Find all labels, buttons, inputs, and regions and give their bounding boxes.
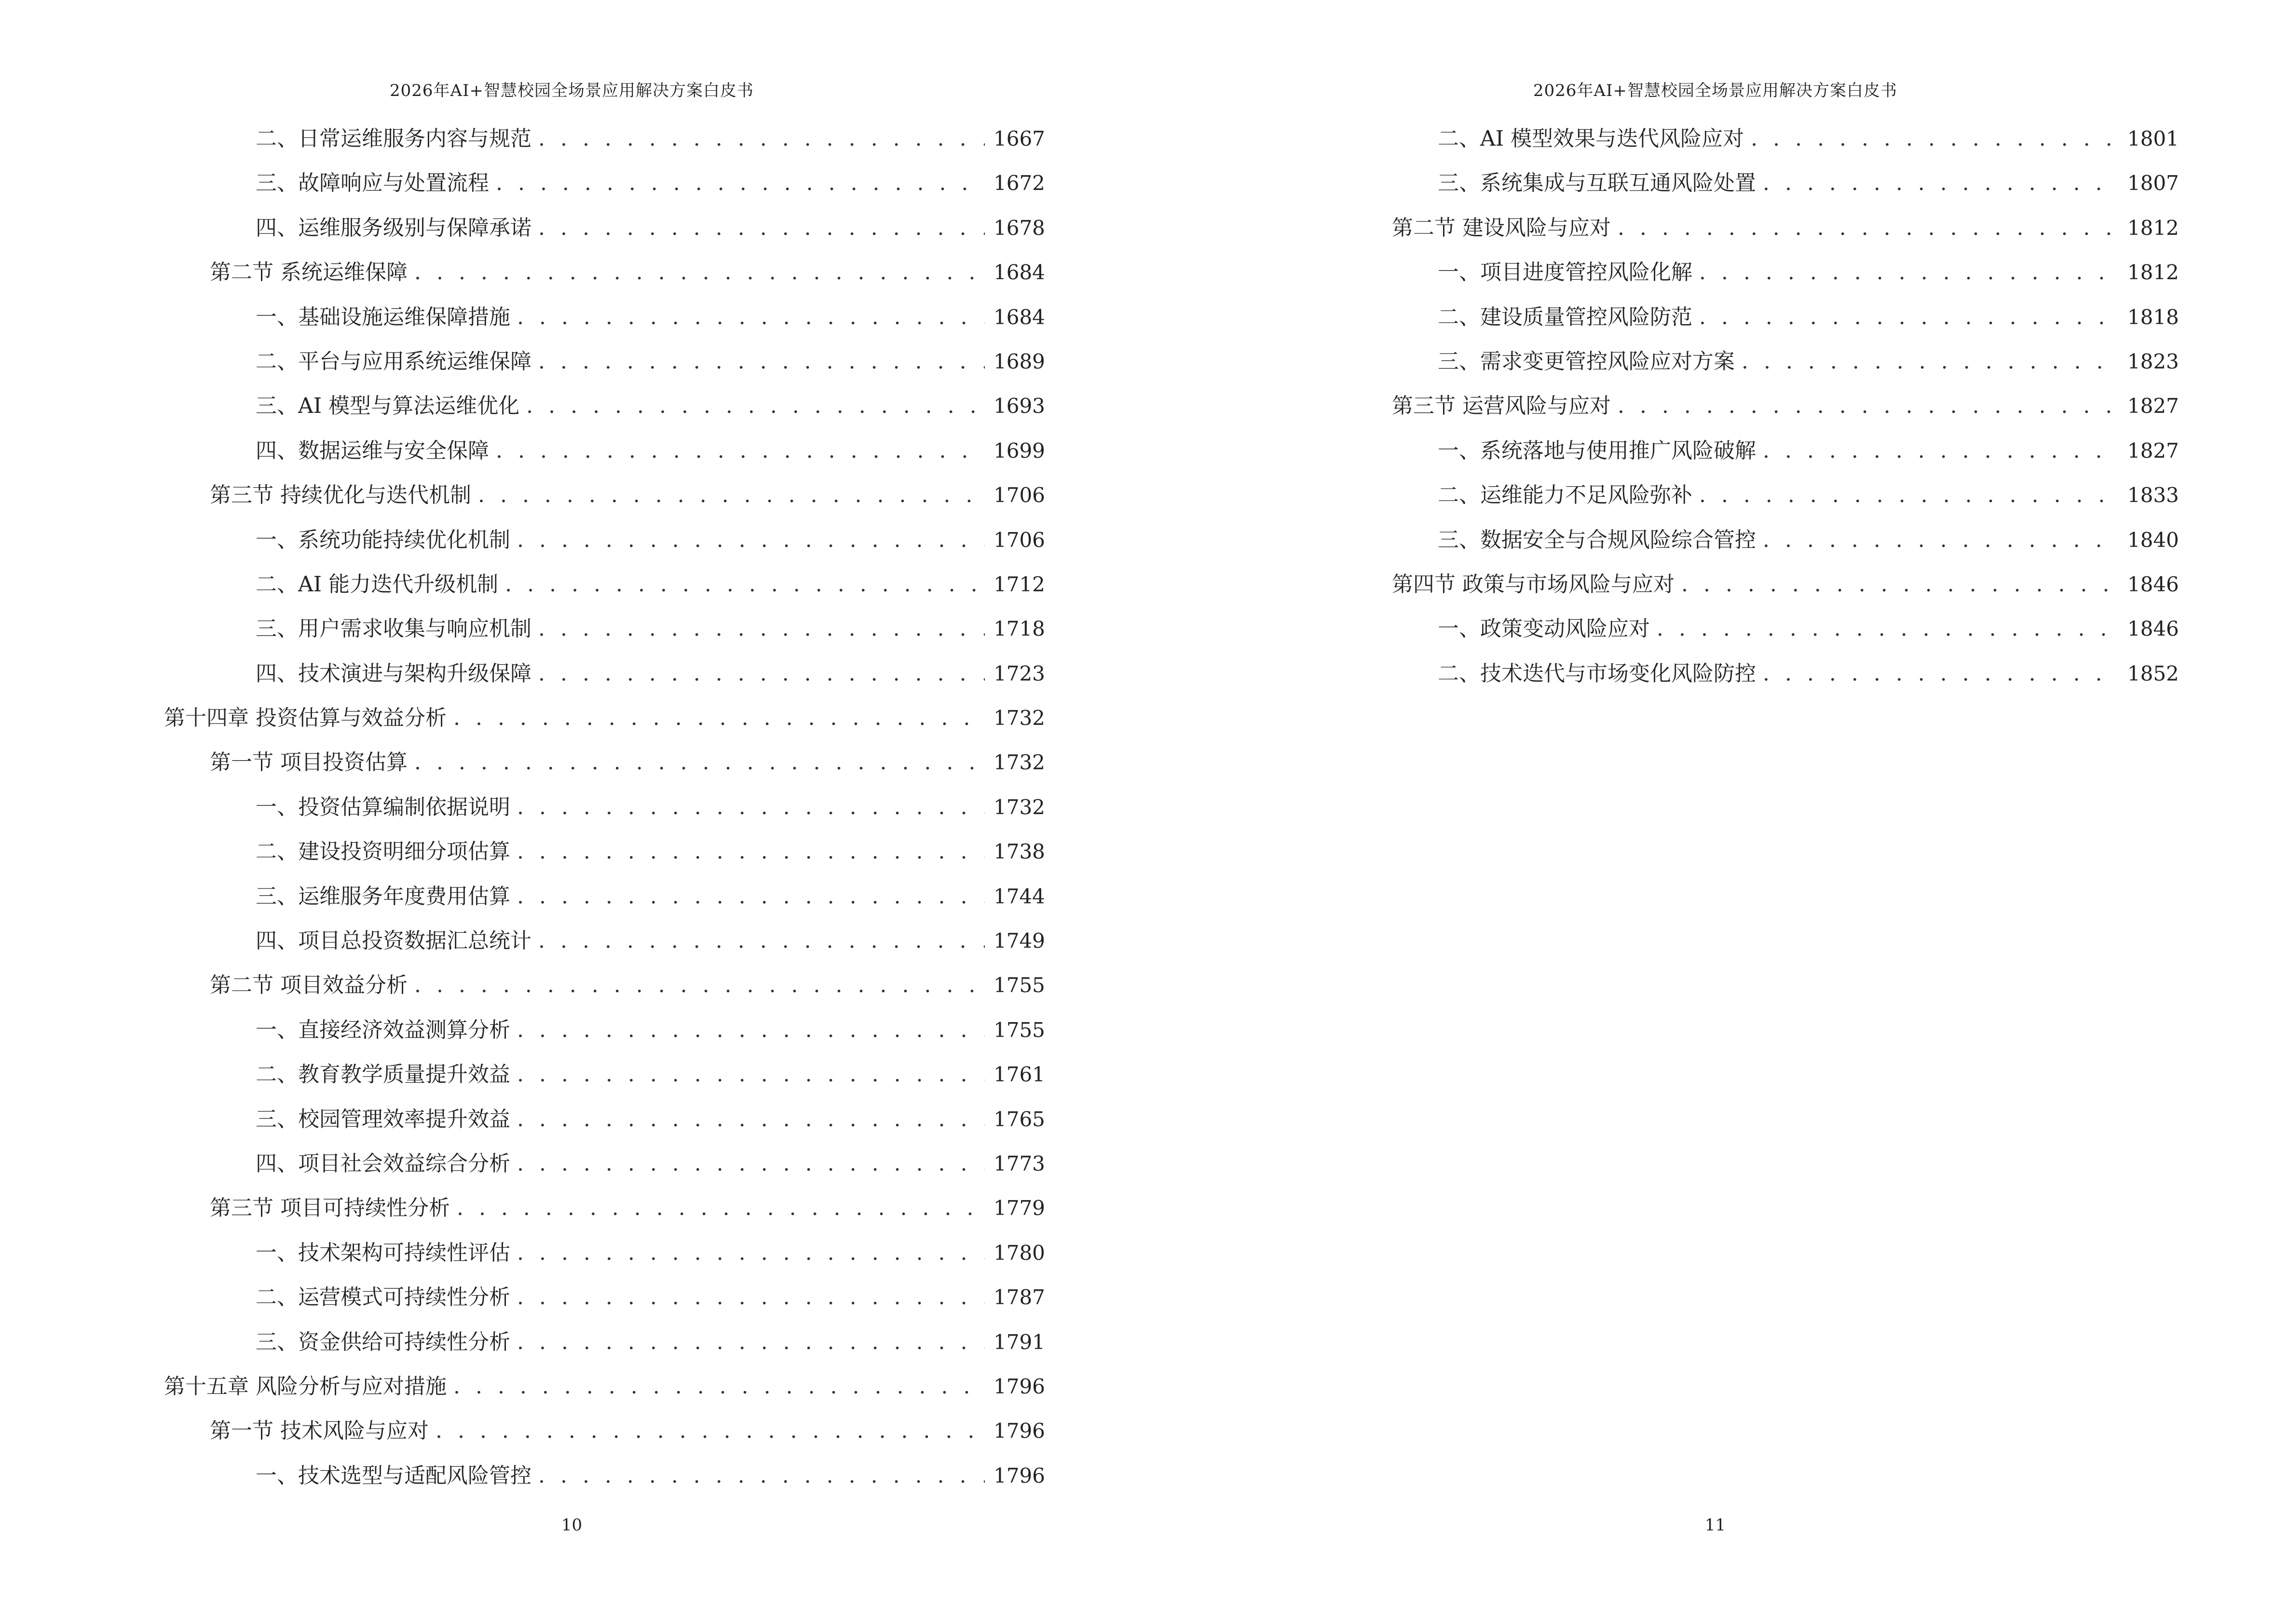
dot-leader bbox=[526, 384, 985, 428]
toc-entry-page-number: 1812 bbox=[2127, 216, 2179, 240]
toc-entry-title: 三、系统集成与互联互通风险处置 bbox=[1438, 171, 1756, 196]
toc-entry-page-number: 1712 bbox=[994, 572, 1045, 596]
toc-entry[interactable] bbox=[164, 830, 1045, 874]
dot-leader bbox=[517, 295, 985, 340]
toc-entry-title: 四、运维服务级别与保障承诺 bbox=[256, 215, 531, 240]
dot-leader bbox=[517, 1231, 985, 1275]
dot-leader bbox=[517, 518, 985, 562]
toc-entry[interactable] bbox=[164, 785, 1045, 830]
toc-entry-page-number: 1780 bbox=[994, 1241, 1045, 1265]
toc-entry-page-number: 1791 bbox=[994, 1330, 1045, 1354]
toc-entry[interactable] bbox=[164, 1409, 1045, 1453]
table-of-contents bbox=[164, 117, 1045, 1498]
dot-leader bbox=[517, 1320, 985, 1365]
toc-entry-title: 二、日常运维服务内容与规范 bbox=[256, 126, 531, 151]
toc-entry-page-number: 1667 bbox=[994, 127, 1045, 150]
toc-entry-title: 二、技术迭代与市场变化风险防控 bbox=[1438, 661, 1756, 686]
running-header: 2026年AI+智慧校园全场景应用解决方案白皮书 bbox=[1533, 81, 1897, 100]
dot-leader bbox=[538, 1454, 985, 1498]
toc-entry-title: 二、教育教学质量提升效益 bbox=[256, 1062, 510, 1087]
toc-entry-page-number: 1684 bbox=[994, 305, 1045, 329]
toc-entry[interactable] bbox=[164, 117, 1045, 161]
toc-entry-page-number: 1833 bbox=[2127, 483, 2179, 507]
toc-entry[interactable] bbox=[1346, 161, 2179, 205]
toc-entry-title: 三、运维服务年度费用估算 bbox=[256, 884, 510, 909]
dot-leader bbox=[517, 1052, 985, 1097]
toc-entry-page-number: 1812 bbox=[2127, 260, 2179, 285]
table-of-contents bbox=[1346, 117, 2179, 696]
toc-entry[interactable] bbox=[1346, 340, 2179, 384]
toc-entry[interactable] bbox=[164, 384, 1045, 428]
toc-entry-title: 第十五章 风险分析与应对措施 bbox=[164, 1374, 447, 1399]
toc-entry[interactable] bbox=[164, 1320, 1045, 1365]
toc-entry-title: 二、AI 模型效果与迭代风险应对 bbox=[1438, 126, 1744, 151]
toc-entry-page-number: 1693 bbox=[994, 394, 1045, 418]
toc-entry[interactable] bbox=[1346, 473, 2179, 518]
toc-entry-page-number: 1761 bbox=[994, 1063, 1045, 1087]
toc-entry[interactable] bbox=[164, 206, 1045, 250]
toc-entry[interactable] bbox=[1346, 607, 2179, 651]
toc-entry-page-number: 1852 bbox=[2127, 661, 2179, 685]
dot-leader bbox=[538, 652, 985, 696]
toc-entry[interactable] bbox=[164, 874, 1045, 919]
dot-leader bbox=[517, 1008, 985, 1052]
toc-entry-title: 一、基础设施运维保障措施 bbox=[256, 304, 510, 329]
toc-entry-title: 第二节 系统运维保障 bbox=[210, 260, 408, 285]
dot-leader bbox=[478, 473, 985, 518]
toc-entry-page-number: 1706 bbox=[994, 483, 1045, 507]
toc-entry[interactable] bbox=[164, 1186, 1045, 1230]
toc-entry-page-number: 1684 bbox=[994, 260, 1045, 285]
dot-leader bbox=[1763, 652, 2119, 696]
dot-leader bbox=[1742, 340, 2119, 384]
toc-entry-title: 第三节 持续优化与迭代机制 bbox=[210, 483, 471, 508]
toc-entry-page-number: 1846 bbox=[2127, 572, 2179, 596]
toc-entry-title: 第二节 项目效益分析 bbox=[210, 973, 408, 998]
dot-leader bbox=[517, 1097, 985, 1142]
toc-entry-title: 第二节 建设风险与应对 bbox=[1392, 215, 1611, 240]
toc-entry-title: 三、故障响应与处置流程 bbox=[256, 171, 489, 196]
dot-leader bbox=[1763, 161, 2119, 205]
dot-leader bbox=[517, 874, 985, 919]
toc-entry-title: 一、系统功能持续优化机制 bbox=[256, 527, 510, 552]
dot-leader bbox=[1699, 473, 2119, 518]
toc-entry-title: 第一节 项目投资估算 bbox=[210, 750, 408, 775]
toc-entry[interactable] bbox=[164, 250, 1045, 295]
toc-entry-page-number: 1840 bbox=[2127, 528, 2179, 552]
toc-entry-title: 第四节 政策与市场风险与应对 bbox=[1392, 572, 1674, 597]
dot-leader bbox=[505, 562, 985, 607]
toc-entry-title: 三、AI 模型与算法运维优化 bbox=[256, 394, 520, 419]
toc-entry-title: 第三节 运营风险与应对 bbox=[1392, 394, 1611, 419]
toc-entry-title: 四、项目社会效益综合分析 bbox=[256, 1151, 510, 1176]
toc-entry[interactable] bbox=[164, 607, 1045, 651]
running-header: 2026年AI+智慧校园全场景应用解决方案白皮书 bbox=[390, 81, 754, 100]
toc-entry[interactable] bbox=[1346, 518, 2179, 562]
toc-entry-page-number: 1744 bbox=[994, 884, 1045, 908]
toc-entry[interactable] bbox=[164, 696, 1045, 740]
toc-entry[interactable] bbox=[164, 919, 1045, 963]
toc-entry-title: 第三节 项目可持续性分析 bbox=[210, 1196, 450, 1221]
dot-leader bbox=[1763, 429, 2119, 473]
toc-entry-title: 二、建设投资明细分项估算 bbox=[256, 839, 510, 864]
toc-entry-page-number: 1732 bbox=[994, 751, 1045, 775]
toc-entry-title: 一、项目进度管控风险化解 bbox=[1438, 260, 1692, 285]
toc-entry-page-number: 1732 bbox=[994, 795, 1045, 819]
toc-entry-title: 二、运维能力不足风险弥补 bbox=[1438, 483, 1692, 508]
toc-entry-title: 二、AI 能力迭代升级机制 bbox=[256, 572, 499, 597]
toc-entry-title: 三、校园管理效率提升效益 bbox=[256, 1106, 510, 1132]
toc-entry[interactable] bbox=[164, 562, 1045, 607]
dot-leader bbox=[453, 1365, 985, 1409]
dot-leader bbox=[457, 1186, 985, 1230]
toc-entry-page-number: 1846 bbox=[2127, 617, 2179, 641]
dot-leader bbox=[1657, 607, 2119, 651]
toc-entry-page-number: 1732 bbox=[994, 706, 1045, 730]
toc-entry-page-number: 1823 bbox=[2127, 349, 2179, 373]
toc-entry-title: 四、技术演进与架构升级保障 bbox=[256, 661, 531, 686]
toc-entry[interactable] bbox=[1346, 384, 2179, 428]
toc-entry[interactable] bbox=[164, 1365, 1045, 1409]
toc-entry-page-number: 1699 bbox=[994, 438, 1045, 463]
page-number: 10 bbox=[561, 1515, 583, 1535]
toc-entry-title: 一、系统落地与使用推广风险破解 bbox=[1438, 438, 1756, 463]
toc-entry[interactable] bbox=[1346, 295, 2179, 340]
toc-entry-page-number: 1801 bbox=[2127, 127, 2179, 150]
toc-entry[interactable] bbox=[164, 963, 1045, 1008]
dot-leader bbox=[538, 117, 985, 161]
dot-leader bbox=[496, 161, 985, 205]
dot-leader bbox=[538, 206, 985, 250]
dot-leader bbox=[538, 607, 985, 651]
toc-entry[interactable] bbox=[164, 340, 1045, 384]
toc-entry[interactable] bbox=[1346, 206, 2179, 250]
dot-leader bbox=[517, 830, 985, 874]
toc-entry-title: 三、数据安全与合规风险综合管控 bbox=[1438, 527, 1756, 552]
dot-leader bbox=[414, 740, 985, 785]
toc-entry-title: 一、技术选型与适配风险管控 bbox=[256, 1463, 531, 1488]
dot-leader bbox=[496, 429, 985, 473]
toc-entry-title: 二、运营模式可持续性分析 bbox=[256, 1285, 510, 1310]
toc-entry[interactable] bbox=[164, 1052, 1045, 1097]
dot-leader bbox=[1618, 206, 2119, 250]
toc-entry-page-number: 1723 bbox=[994, 661, 1045, 685]
toc-entry[interactable] bbox=[164, 1275, 1045, 1320]
toc-entry-page-number: 1796 bbox=[994, 1463, 1045, 1488]
toc-entry[interactable] bbox=[1346, 250, 2179, 295]
dot-leader bbox=[1699, 250, 2119, 295]
toc-entry-page-number: 1773 bbox=[994, 1151, 1045, 1175]
toc-entry[interactable] bbox=[1346, 117, 2179, 161]
dot-leader bbox=[453, 696, 985, 740]
toc-entry-page-number: 1807 bbox=[2127, 171, 2179, 195]
toc-entry-page-number: 1796 bbox=[994, 1419, 1045, 1443]
toc-entry[interactable] bbox=[164, 1142, 1045, 1186]
toc-entry-page-number: 1765 bbox=[994, 1107, 1045, 1131]
toc-entry-title: 一、投资估算编制依据说明 bbox=[256, 794, 510, 819]
dot-leader bbox=[436, 1409, 985, 1453]
toc-entry[interactable] bbox=[164, 161, 1045, 205]
toc-entry-title: 二、建设质量管控风险防范 bbox=[1438, 304, 1692, 329]
toc-entry[interactable] bbox=[164, 1008, 1045, 1052]
toc-entry-page-number: 1749 bbox=[994, 929, 1045, 953]
toc-entry[interactable] bbox=[164, 1097, 1045, 1142]
toc-entry-title: 第一节 技术风险与应对 bbox=[210, 1419, 429, 1444]
dot-leader bbox=[1763, 518, 2119, 562]
toc-entry[interactable] bbox=[164, 1231, 1045, 1275]
page-number: 11 bbox=[1704, 1515, 1726, 1535]
toc-entry-page-number: 1796 bbox=[994, 1374, 1045, 1398]
toc-entry-page-number: 1787 bbox=[994, 1285, 1045, 1310]
toc-entry-title: 三、资金供给可持续性分析 bbox=[256, 1329, 510, 1354]
toc-entry-page-number: 1672 bbox=[994, 171, 1045, 195]
toc-entry[interactable] bbox=[164, 518, 1045, 562]
dot-leader bbox=[1699, 295, 2119, 340]
toc-entry-page-number: 1755 bbox=[994, 1018, 1045, 1042]
toc-entry-page-number: 1755 bbox=[994, 973, 1045, 997]
toc-entry-title: 二、平台与应用系统运维保障 bbox=[256, 349, 531, 374]
dot-leader bbox=[517, 1142, 985, 1186]
toc-entry-page-number: 1706 bbox=[994, 528, 1045, 552]
toc-entry-title: 一、技术架构可持续性评估 bbox=[256, 1240, 510, 1265]
toc-entry-page-number: 1678 bbox=[994, 216, 1045, 240]
dot-leader bbox=[517, 785, 985, 830]
toc-entry[interactable] bbox=[164, 295, 1045, 340]
dot-leader bbox=[1681, 562, 2119, 607]
dot-leader bbox=[1618, 384, 2119, 428]
toc-entry[interactable] bbox=[164, 473, 1045, 518]
toc-entry[interactable] bbox=[164, 740, 1045, 785]
right-page bbox=[1144, 0, 2287, 1624]
toc-entry-page-number: 1827 bbox=[2127, 394, 2179, 418]
toc-entry[interactable] bbox=[1346, 429, 2179, 473]
toc-entry-title: 三、用户需求收集与响应机制 bbox=[256, 616, 531, 641]
toc-entry[interactable] bbox=[164, 1454, 1045, 1498]
toc-entry-title: 四、数据运维与安全保障 bbox=[256, 438, 489, 463]
toc-entry-page-number: 1818 bbox=[2127, 305, 2179, 329]
dot-leader bbox=[538, 340, 985, 384]
toc-entry-title: 三、需求变更管控风险应对方案 bbox=[1438, 349, 1735, 374]
toc-entry-page-number: 1779 bbox=[994, 1196, 1045, 1220]
toc-entry[interactable] bbox=[164, 429, 1045, 473]
toc-entry-page-number: 1718 bbox=[994, 617, 1045, 641]
dot-leader bbox=[414, 250, 985, 295]
dot-leader bbox=[414, 963, 985, 1008]
toc-entry-page-number: 1827 bbox=[2127, 438, 2179, 463]
toc-entry-page-number: 1689 bbox=[994, 349, 1045, 373]
toc-entry-title: 一、政策变动风险应对 bbox=[1438, 616, 1650, 641]
toc-entry-title: 一、直接经济效益测算分析 bbox=[256, 1017, 510, 1042]
toc-entry[interactable] bbox=[1346, 562, 2179, 607]
dot-leader bbox=[517, 1275, 985, 1320]
dot-leader bbox=[538, 919, 985, 963]
toc-entry-page-number: 1738 bbox=[994, 840, 1045, 864]
dot-leader bbox=[1751, 117, 2119, 161]
toc-entry[interactable] bbox=[164, 652, 1045, 696]
toc-entry-title: 四、项目总投资数据汇总统计 bbox=[256, 928, 531, 954]
toc-entry[interactable] bbox=[1346, 652, 2179, 696]
toc-entry-title: 第十四章 投资估算与效益分析 bbox=[164, 706, 447, 731]
